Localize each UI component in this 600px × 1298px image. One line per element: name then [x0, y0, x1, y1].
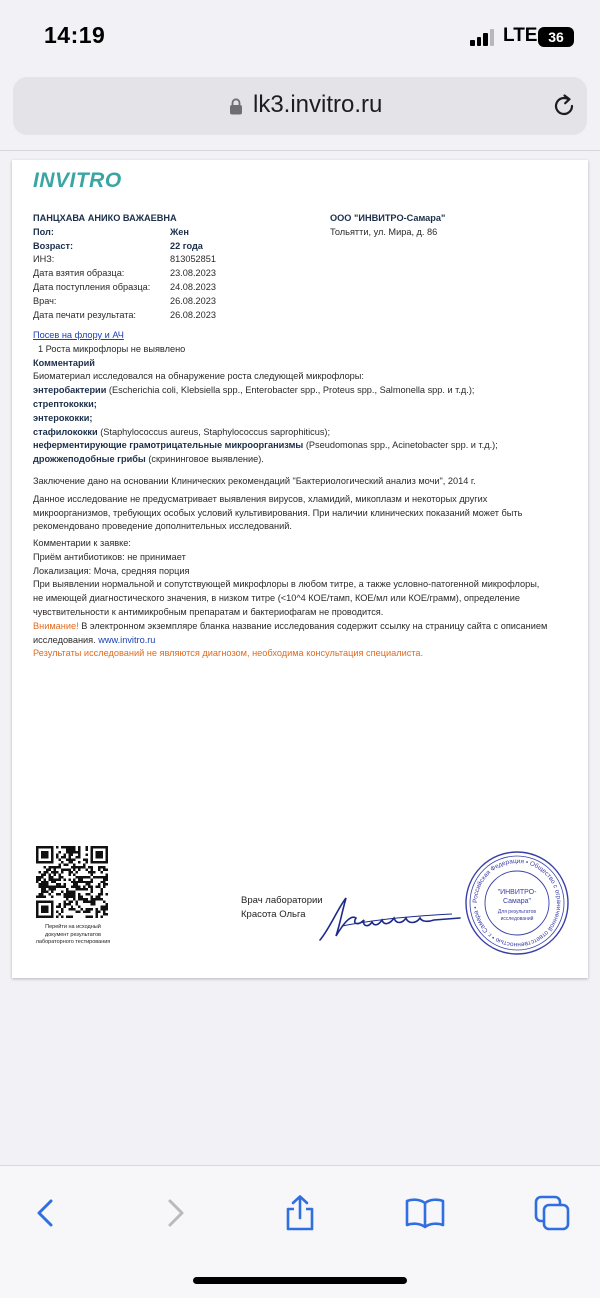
order-comment-line: чувствительности к антимикробным препаратам и бактериофагам не проводится. — [33, 606, 384, 617]
row-value: 23.08.2023 — [170, 268, 216, 279]
order-comment-line: не имеющей диагностического значения, в низком титре (<10^4 КОЕ/тамп, КОЕ/мл или КОЕ/грамм), определение — [33, 593, 520, 604]
patient-row — [33, 281, 333, 295]
reload-icon[interactable] — [551, 93, 577, 119]
warning-line: Внимание! В электронном экземпляре бланка название исследования содержит ссылку на страницу сайта с описанием — [33, 620, 548, 631]
qr-code[interactable] — [36, 846, 108, 918]
forward-button[interactable] — [155, 1193, 195, 1233]
patient-row — [33, 226, 333, 240]
row-label: Возраст: — [33, 240, 74, 251]
flora-item: энтерококки; — [33, 412, 93, 423]
flora-item: дрожжеподобные грибы (скрининговое выявление). — [33, 454, 264, 465]
order-comment-line: Комментарии к заявке: — [33, 538, 131, 548]
battery-icon: 36 — [538, 27, 574, 47]
doctor-signature — [312, 890, 462, 946]
flora-item: энтеробактерии (Escherichia coli, Klebsiella spp., Enterobacter spp., Proteus spp., Salmonella spp. и т.д.); — [33, 385, 475, 396]
qr-caption: Перейти на исходный документ результатов лабораторного тестирования — [35, 924, 111, 945]
lab-info — [330, 212, 570, 240]
patient-row — [33, 309, 333, 323]
row-value: 24.08.2023 — [170, 281, 216, 292]
invitro-site-link[interactable]: www.invitro.ru — [98, 634, 156, 645]
bookmarks-button[interactable] — [405, 1193, 445, 1233]
svg-text:Для результатов: Для результатов — [497, 909, 537, 915]
disclaimer-line: микроорганизмов, требующих особых условий культивирования. При наличии клинических показаний может быть — [33, 507, 523, 518]
patient-row — [33, 253, 333, 267]
comment-heading: Комментарий — [33, 357, 95, 368]
svg-text:исследований: исследований — [500, 916, 534, 922]
doctor-name: Красота Ольга — [241, 908, 306, 920]
home-indicator — [193, 1277, 407, 1284]
share-button[interactable] — [280, 1193, 320, 1233]
row-label: Дата поступления образца: — [33, 281, 151, 292]
row-label: ИНЗ: — [33, 254, 55, 265]
not-diagnosis-notice: Результаты исследований не являются диагнозом, необходима консультация специалиста. — [33, 648, 424, 659]
patient-row — [33, 267, 333, 281]
patient-info — [33, 212, 333, 322]
lab-name: ООО "ИНВИТРО-Самара" — [330, 213, 446, 223]
network-type: LTE — [503, 25, 538, 46]
disclaimer-line: рекомендовано проведение дополнительных исследований. — [33, 521, 292, 532]
row-label: Дата взятия образца: — [33, 268, 125, 279]
order-comment-line: При выявлении нормальной и сопутствующей микрофлоры в любом титре, а также условно-патогенной микрофлоры, — [33, 579, 540, 590]
order-comment-line: Локализация: Моча, средняя порция — [33, 565, 190, 576]
row-label: Дата печати результата: — [33, 309, 136, 320]
status-bar — [0, 0, 600, 72]
svg-text:Российская Федерация • Обществ: Российская Федерация • Общество с ограниченной ответственностью • г. Самара • — [471, 857, 563, 949]
flora-item: стрептококки; — [33, 398, 97, 409]
address-bar[interactable] — [13, 77, 587, 135]
disclaimer-line: Данное исследование не предусматривает выявления вирусов, хламидий, микоплазм и некоторых других — [33, 493, 488, 504]
conclusion-section — [33, 475, 573, 534]
result-line: 1 Роста микрофлоры не выявлено — [38, 343, 186, 354]
row-value: 26.08.2023 — [170, 309, 216, 320]
conclusion-text: Заключение дано на основании Клинических рекомендаций "Бактериологический анализ мочи", 2014 г. — [33, 476, 476, 486]
row-label: Врач: — [33, 295, 57, 306]
patient-row — [33, 295, 333, 309]
flora-item: неферментирующие грамотрицательные микроорганизмы (Pseudomonas spp., Acinetobacter spp. и т.д.); — [33, 440, 498, 451]
warning-line-2: исследования. www.invitro.ru — [33, 634, 156, 645]
patient-name: ПАНЦХАВА АНИКО ВАЖАЕВНА — [33, 213, 177, 223]
cellular-signal-icon — [470, 28, 496, 46]
order-comments — [33, 537, 573, 661]
test-link[interactable]: Посев на флору и АЧ — [33, 330, 124, 340]
url-text[interactable]: lk3.invitro.ru — [253, 91, 383, 118]
svg-text:Самара": Самара" — [502, 898, 532, 905]
invitro-logo: INVITRO — [33, 169, 122, 192]
doctor-title: Врач лаборатории — [241, 895, 323, 906]
lab-address: Тольятти, ул. Мира, д. 86 — [330, 226, 438, 237]
row-label: Пол: — [33, 226, 54, 237]
tabs-button[interactable] — [532, 1193, 572, 1233]
row-value: 22 года — [170, 240, 203, 251]
lock-icon — [229, 98, 243, 115]
back-button[interactable] — [26, 1193, 66, 1233]
svg-text:"ИНВИТРО-: "ИНВИТРО- — [497, 889, 537, 896]
flora-item: стафилококки (Staphylococcus aureus, Staphylococcus saprophiticus); — [33, 426, 331, 437]
warning-label: Внимание! — [33, 620, 79, 631]
status-time: 14:19 — [44, 22, 106, 48]
order-comment-line: Приём антибиотиков: не принимает — [33, 551, 186, 562]
row-value: Жен — [170, 226, 189, 237]
lab-stamp — [464, 850, 570, 956]
results-section — [33, 329, 573, 467]
bio-intro: Биоматериал исследовался на обнаружение роста следующей микрофлоры: — [33, 371, 364, 382]
lab-result-document — [12, 160, 588, 978]
row-value: 813052851 — [170, 254, 216, 265]
patient-row — [33, 240, 333, 254]
doctor-info — [241, 894, 323, 921]
row-value: 26.08.2023 — [170, 295, 216, 306]
